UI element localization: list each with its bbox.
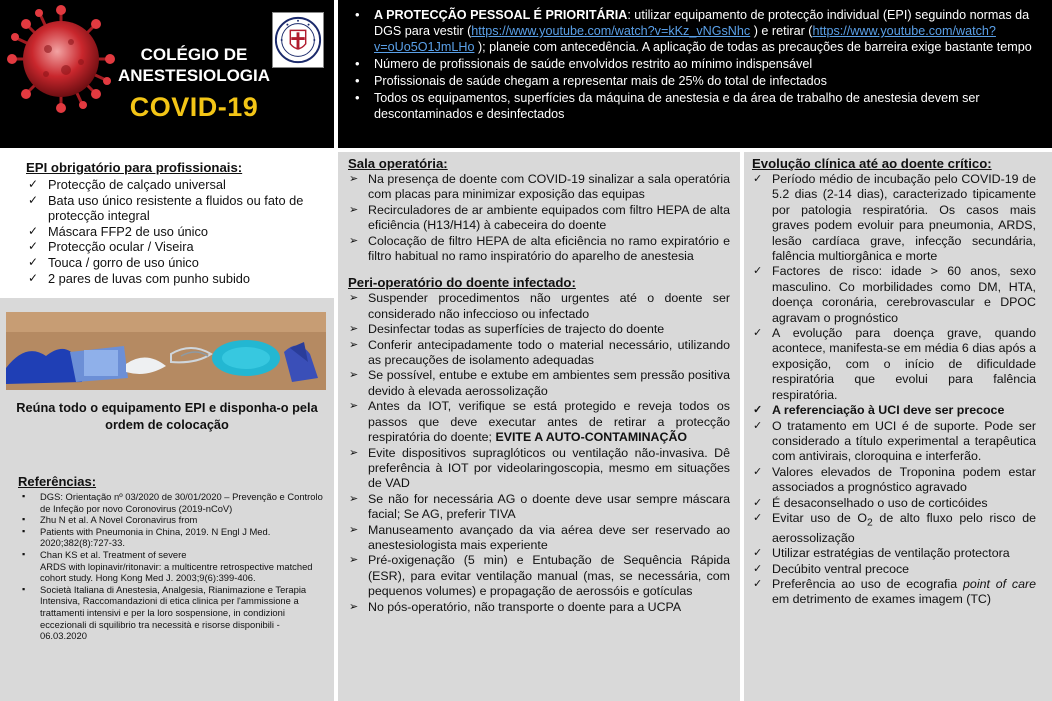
epi-item: ✓ Máscara FFP2 de uso único xyxy=(26,224,320,240)
references-list xyxy=(18,491,324,642)
sala-item: ➢ Colocação de filtro HEPA de alta eficiência no ramo expiratório e filtro habitual no ramo inspiratório do aparelho de anestesia xyxy=(348,234,730,265)
reference-item: ARDS with lopinavir/ritonavir: a multicentre retrospective matched xyxy=(40,560,313,572)
evolucao-item xyxy=(752,511,1036,546)
evolucao-item: ✓ Decúbito ventral precoce xyxy=(752,562,1036,577)
sala-item: ➢ Na presença de doente com COVID-19 sinalizar a sala operatória com placas para minimizar exposição das equipas xyxy=(348,172,730,203)
evolucao-item xyxy=(752,577,1036,608)
header-bullet-text: ); planeie com antecedência. A aplicação de todas as precauções de barreira exige bastante tempo xyxy=(474,40,1032,54)
reference-item: ▪ Società Italiana di Anestesia, Analgesia, Rianimazione e Terapia Intensiva, Raccomandazioni di etica clinica per l'ammissione a trattamenti intensivi e per la loro sospensione, in condizioni eccezionali di squilibrio tra necessità e risorse disponibili - 06.03.2020 xyxy=(18,584,324,642)
evolucao-item-text: em detrimento de exames imagem (TC) xyxy=(772,592,991,607)
header-bullet xyxy=(352,7,1042,55)
reference-item: ▪ Patients with Pneumonia in China, 2019. N Engl J Med. 2020;382(8):727-33. xyxy=(18,526,324,549)
header-bullet: • Todos os equipamentos, superfícies da máquina de anestesia e da área de trabalho de anestesia devem ser descontaminados e desinfectados xyxy=(352,90,1042,122)
header-bullet: • Número de profissionais de saúde envolvidos restrito ao mínimo indispensável xyxy=(352,56,1042,72)
header-bullet: • Profissionais de saúde chegam a representar mais de 25% do total de infectados xyxy=(352,73,1042,89)
college-title-line2: ANESTESIOLOGIA xyxy=(117,66,271,85)
evolucao-list xyxy=(752,172,1036,608)
peri-item: ➢ Se possível, entube e extube em ambientes sem pressão positiva devido à elevada aerossolização xyxy=(348,368,730,399)
evolucao-item: ✓ Valores elevados de Troponina podem estar associados a prognóstico agravado xyxy=(752,465,1036,496)
covid-title: COVID-19 xyxy=(129,92,259,122)
peri-title: Peri-operatório do doente infectado: xyxy=(348,275,576,291)
peri-item: ➢ Evite dispositivos supraglóticos ou ventilação não-invasiva. Dê preferência à IOT por videolaringoscopia, mesmo em situações de VAD xyxy=(348,446,730,492)
peri-item-emphasis: EVITE A AUTO-CONTAMINAÇÃO xyxy=(495,430,688,445)
header-bullet-text: ) e retirar ( xyxy=(750,24,813,38)
college-title-line1: COLÉGIO DE xyxy=(140,45,248,64)
reference-item: cohort study. Hong Kong Med J. 2003;9(6):399-406. xyxy=(40,572,256,584)
reference-item: ▪ DGS: Orientação nº 03/2020 de 30/01/2020 – Prevenção e Controlo de Infeção por novo Coronovirus (2019-nCoV) xyxy=(18,491,324,514)
evolucao-item: ✓ Utilizar estratégias de ventilação protectora xyxy=(752,546,1036,561)
dgs-video-link-remove[interactable]: https://www.youtube.com/watch?v=oUo5O1JmLHo xyxy=(374,24,996,54)
epi-item: ✓ Protecção de calçado universal xyxy=(26,177,320,193)
left-column xyxy=(0,152,334,701)
peri-list xyxy=(348,291,730,615)
header-bullet-list xyxy=(352,7,1042,122)
peri-item: ➢ Manuseamento avançado da via aérea deve ser reservado ao anestesiologista mais experiente xyxy=(348,523,730,554)
oxygen-subscript: 2 xyxy=(867,517,873,529)
epi-item: ✓ 2 pares de luvas com punho subido xyxy=(26,271,320,287)
evolucao-item: ✓ Factores de risco: idade > 60 anos, sexo masculino. Co morbilidades como DM, HTA, doença coronária, cerebrovascular e DPOC agravam o prognóstico xyxy=(752,264,1036,326)
middle-column xyxy=(338,152,740,701)
college-title xyxy=(110,44,278,86)
references-section xyxy=(18,474,324,642)
right-column xyxy=(744,152,1052,701)
header-bullets-panel xyxy=(338,0,1052,148)
evolucao-item-text: de alto fluxo pelo risco de aerossolização xyxy=(772,510,1036,545)
evolucao-item: ✓ Período médio de incubação pelo COVID-19 de 5.2 dias (2-14 dias), caracterizado tipicamente por patologia respiratória. Os casos mais graves podem evoluir para pneumonia, ARDS, lesão cardíaca grave, infecção secundária, falência multiorgânica e morte xyxy=(752,172,1036,264)
peri-item: ➢ Suspender procedimentos não urgentes até o doente ser considerado não infeccioso ou infectado xyxy=(348,291,730,322)
peri-item xyxy=(348,399,730,445)
header-title-panel xyxy=(0,0,334,148)
evolucao-item: ✓ O tratamento em UCI é de suporte. Pode ser considerado a título experimental a terapêutica com antivirais, cloroquina e interferão. xyxy=(752,419,1036,465)
evolucao-item-text: Evitar uso de O xyxy=(772,510,868,525)
header-bullet-text: : utilizar equipamento de protecção individual (EPI) seguindo normas da DGS para vestir ( xyxy=(374,8,1030,38)
evolucao-item: ✓ A evolução para doença grave, quando acontece, manifesta-se em média 6 dias após a exposição, com o início de dificuldade respiratória que evolui para falência respiratória. xyxy=(752,326,1036,403)
ppe-caption: Reúna todo o equipamento EPI e disponha-o pela ordem de colocação xyxy=(16,400,318,432)
evolucao-item-text: Preferência ao uso de ecografia xyxy=(772,577,964,592)
sala-list xyxy=(348,172,730,264)
evolucao-item-italic: point of care xyxy=(963,577,1036,592)
epi-item: ✓ Protecção ocular / Viseira xyxy=(26,239,320,255)
epi-section xyxy=(0,152,334,298)
epi-list xyxy=(26,177,320,286)
ppe-equipment-photo xyxy=(6,312,326,390)
dgs-video-link-dress[interactable]: https://www.youtube.com/watch?v=kKz_vNGsNhc xyxy=(471,24,751,38)
reference-item: ▪ Zhu N et al. A Novel Coronavirus from xyxy=(18,514,324,526)
peri-item-text: Antes da IOT, verifique se está protegido e reveja todos os passos que deve executar antes de retirar a protecção respiratória do doente; xyxy=(368,399,730,445)
epi-item: ✓ Bata uso único resistente a fluidos ou fato de protecção integral xyxy=(26,193,320,224)
peri-item: ➢ Conferir antecipadamente todo o material necessário, utilizando as precauções de isolamento adequadas xyxy=(348,338,730,369)
evolucao-title: Evolução clínica até ao doente crítico: xyxy=(752,156,992,171)
peri-item: ➢ Pré-oxigenação (5 min) e Entubação de Sequência Rápida (ESR), para evitar ventilação manual (mas, se necessária, com pequenos volumes) e propagação de aerossóis e gotículas xyxy=(348,553,730,599)
epi-item: ✓ Touca / gorro de uso único xyxy=(26,255,320,271)
epi-title: EPI obrigatório para profissionais: xyxy=(26,160,243,175)
references-title: Referências: xyxy=(18,474,97,489)
peri-item: ➢ Desinfectar todas as superfícies de trajecto do doente xyxy=(348,322,730,337)
peri-item: ➢ No pós-operatório, não transporte o doente para a UCPA xyxy=(348,600,730,615)
sala-item: ➢ Recirculadores de ar ambiente equipados com filtro HEPA de alta eficiência (H13/H14) à cabeceira do doente xyxy=(348,203,730,234)
sala-title: Sala operatória: xyxy=(348,156,448,171)
college-crest-logo xyxy=(272,12,324,68)
evolucao-item: ✓ É desaconselhado o uso de corticóides xyxy=(752,496,1036,511)
epi-priority-heading: A PROTECÇÃO PESSOAL É PRIORITÁRIA xyxy=(374,8,628,22)
evolucao-item: ✓ A referenciação à UCI deve ser precoce xyxy=(752,403,1036,418)
coronavirus-image xyxy=(6,4,116,114)
peri-item: ➢ Se não for necessária AG o doente deve usar sempre máscara facial; Se AG, preferir TIVA xyxy=(348,492,730,523)
reference-item: ▪ Chan KS et al. Treatment of severe xyxy=(18,549,324,561)
